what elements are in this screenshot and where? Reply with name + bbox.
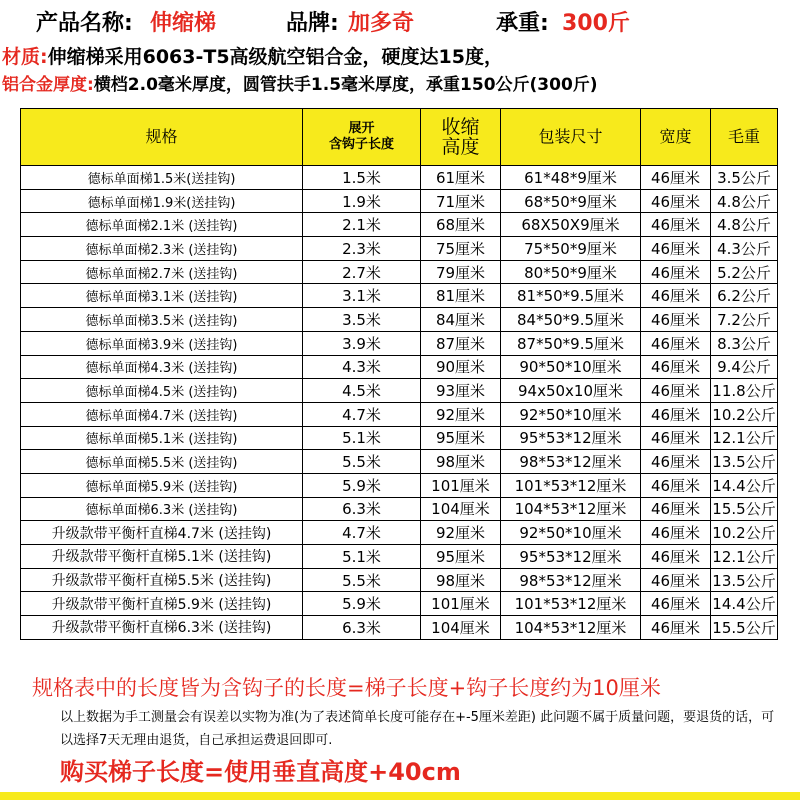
col-closed-line1: 收缩: [441, 116, 480, 138]
cell-name: 升级款带平衡杆直梯4.7米 (送挂钩): [21, 521, 303, 545]
cell-open: 6.3米: [303, 497, 421, 521]
cell-open: 5.9米: [303, 592, 421, 616]
cell-weight: 15.5公斤: [711, 616, 778, 640]
cell-weight: 3.5公斤: [711, 166, 778, 190]
cell-open: 2.3米: [303, 237, 421, 261]
col-package: 包装尺寸: [501, 109, 641, 166]
cell-width: 46厘米: [641, 213, 711, 237]
cell-open: 4.7米: [303, 521, 421, 545]
col-open-length-line1: 展开: [348, 121, 375, 136]
cell-open: 5.1米: [303, 426, 421, 450]
table-row: [21, 166, 778, 190]
length-note: 规格表中的长度皆为含钩子的长度=梯子长度+钩子长度约为10厘米: [32, 676, 661, 700]
cell-width: 46厘米: [641, 402, 711, 426]
cell-weight: 4.8公斤: [711, 189, 778, 213]
cell-width: 46厘米: [641, 592, 711, 616]
cell-closed: 75厘米: [421, 237, 501, 261]
table-row: [21, 237, 778, 261]
col-weight: 毛重: [711, 109, 778, 166]
cell-package: 68X50X9厘米: [501, 213, 641, 237]
col-closed-line2: 高度: [441, 136, 480, 158]
cell-open: 1.5米: [303, 166, 421, 190]
table-header-row: [21, 109, 778, 166]
cell-name: 德标单面梯4.3米 (送挂钩): [21, 355, 303, 379]
cell-open: 4.5米: [303, 379, 421, 403]
cell-open: 2.7米: [303, 260, 421, 284]
table-row: [21, 616, 778, 640]
cell-name: 德标单面梯5.9米 (送挂钩): [21, 473, 303, 497]
cell-name: 德标单面梯2.1米 (送挂钩): [21, 213, 303, 237]
cell-name: 德标单面梯6.3米 (送挂钩): [21, 497, 303, 521]
cell-width: 46厘米: [641, 237, 711, 261]
table-row: [21, 213, 778, 237]
cell-open: 3.5米: [303, 308, 421, 332]
cell-closed: 61厘米: [421, 166, 501, 190]
cell-weight: 5.2公斤: [711, 260, 778, 284]
cell-weight: 12.1公斤: [711, 426, 778, 450]
cell-closed: 68厘米: [421, 213, 501, 237]
table-row: [21, 497, 778, 521]
cell-width: 46厘米: [641, 308, 711, 332]
cell-width: 46厘米: [641, 473, 711, 497]
cell-name: 升级款带平衡杆直梯6.3米 (送挂钩): [21, 616, 303, 640]
table-row: [21, 473, 778, 497]
table-row: [21, 545, 778, 569]
cell-weight: 9.4公斤: [711, 355, 778, 379]
cell-width: 46厘米: [641, 450, 711, 474]
cell-open: 4.7米: [303, 402, 421, 426]
cell-closed: 101厘米: [421, 473, 501, 497]
cell-closed: 104厘米: [421, 616, 501, 640]
table-row: [21, 284, 778, 308]
brand-value: 加多奇: [348, 11, 415, 36]
cell-name: 德标单面梯3.5米 (送挂钩): [21, 308, 303, 332]
cell-package: 68*50*9厘米: [501, 189, 641, 213]
cell-name: 德标单面梯3.1米 (送挂钩): [21, 284, 303, 308]
thickness-line: [2, 70, 598, 95]
load-label: 承重:: [496, 11, 549, 36]
table-row: [21, 355, 778, 379]
cell-weight: 13.5公斤: [711, 568, 778, 592]
cell-width: 46厘米: [641, 379, 711, 403]
cell-closed: 92厘米: [421, 402, 501, 426]
cell-package: 94x50x10厘米: [501, 379, 641, 403]
cell-width: 46厘米: [641, 545, 711, 569]
cell-width: 46厘米: [641, 426, 711, 450]
cell-package: 101*53*12厘米: [501, 473, 641, 497]
cell-open: 6.3米: [303, 616, 421, 640]
cell-package: 104*53*12厘米: [501, 497, 641, 521]
cell-weight: 14.4公斤: [711, 592, 778, 616]
cell-open: 3.9米: [303, 331, 421, 355]
cell-width: 46厘米: [641, 331, 711, 355]
cell-width: 46厘米: [641, 189, 711, 213]
cell-package: 95*53*12厘米: [501, 426, 641, 450]
cell-closed: 95厘米: [421, 545, 501, 569]
cell-open: 5.5米: [303, 568, 421, 592]
cell-weight: 6.2公斤: [711, 284, 778, 308]
table-row: [21, 308, 778, 332]
cell-weight: 12.1公斤: [711, 545, 778, 569]
cell-width: 46厘米: [641, 166, 711, 190]
cell-weight: 13.5公斤: [711, 450, 778, 474]
cell-name: 德标单面梯5.5米 (送挂钩): [21, 450, 303, 474]
table-row: [21, 450, 778, 474]
material-label: 材质:: [2, 46, 48, 68]
cell-name: 德标单面梯1.5米(送挂钩): [21, 166, 303, 190]
table-row: [21, 568, 778, 592]
thickness-text: 横档2.0毫米厚度，圆管扶手1.5毫米厚度，承重150公斤(300斤): [93, 75, 598, 95]
bottom-accent-bar: [0, 792, 800, 800]
cell-closed: 81厘米: [421, 284, 501, 308]
material-text: 伸缩梯采用6063-T5高级航空铝合金，硬度达15度，: [47, 46, 503, 68]
buy-rule-note: 购买梯子长度=使用垂直高度+40cm: [60, 758, 461, 786]
product-name-value: 伸缩梯: [150, 11, 217, 36]
cell-width: 46厘米: [641, 260, 711, 284]
cell-name: 升级款带平衡杆直梯5.1米 (送挂钩): [21, 545, 303, 569]
cell-package: 75*50*9厘米: [501, 237, 641, 261]
table-row: [21, 426, 778, 450]
cell-weight: 14.4公斤: [711, 473, 778, 497]
cell-open: 5.9米: [303, 473, 421, 497]
cell-name: 德标单面梯1.9米(送挂钩): [21, 189, 303, 213]
cell-weight: 7.2公斤: [711, 308, 778, 332]
cell-package: 80*50*9厘米: [501, 260, 641, 284]
cell-name: 升级款带平衡杆直梯5.5米 (送挂钩): [21, 568, 303, 592]
cell-name: 德标单面梯4.7米 (送挂钩): [21, 402, 303, 426]
cell-package: 98*53*12厘米: [501, 450, 641, 474]
cell-package: 98*53*12厘米: [501, 568, 641, 592]
cell-weight: 11.8公斤: [711, 379, 778, 403]
cell-closed: 79厘米: [421, 260, 501, 284]
product-header: [0, 0, 800, 40]
cell-name: 德标单面梯2.7米 (送挂钩): [21, 260, 303, 284]
cell-closed: 84厘米: [421, 308, 501, 332]
cell-name: 德标单面梯3.9米 (送挂钩): [21, 331, 303, 355]
cell-closed: 104厘米: [421, 497, 501, 521]
cell-name: 德标单面梯5.1米 (送挂钩): [21, 426, 303, 450]
cell-closed: 95厘米: [421, 426, 501, 450]
table-row: [21, 592, 778, 616]
brand-label: 品牌:: [286, 11, 339, 36]
cell-open: 3.1米: [303, 284, 421, 308]
cell-width: 46厘米: [641, 284, 711, 308]
col-closed-height: [421, 109, 501, 166]
cell-open: 1.9米: [303, 189, 421, 213]
cell-package: 95*53*12厘米: [501, 545, 641, 569]
cell-closed: 92厘米: [421, 521, 501, 545]
cell-closed: 87厘米: [421, 331, 501, 355]
spec-table: [20, 108, 778, 640]
cell-package: 87*50*9.5厘米: [501, 331, 641, 355]
table-row: [21, 260, 778, 284]
cell-width: 46厘米: [641, 355, 711, 379]
cell-name: 德标单面梯2.3米 (送挂钩): [21, 237, 303, 261]
cell-package: 90*50*10厘米: [501, 355, 641, 379]
col-width: 宽度: [641, 109, 711, 166]
cell-closed: 98厘米: [421, 568, 501, 592]
cell-weight: 4.3公斤: [711, 237, 778, 261]
cell-package: 61*48*9厘米: [501, 166, 641, 190]
col-open-length: [303, 109, 421, 166]
cell-closed: 101厘米: [421, 592, 501, 616]
cell-weight: 8.3公斤: [711, 331, 778, 355]
cell-name: 德标单面梯4.5米 (送挂钩): [21, 379, 303, 403]
cell-closed: 98厘米: [421, 450, 501, 474]
cell-weight: 10.2公斤: [711, 402, 778, 426]
cell-width: 46厘米: [641, 616, 711, 640]
cell-name: 升级款带平衡杆直梯5.9米 (送挂钩): [21, 592, 303, 616]
table-row: [21, 331, 778, 355]
disclaimer-note: 以上数据为手工测量会有误差以实物为准(为了表述简单长度可能存在+-5厘米差距) 此问题不属于质量问题，要退货的话，可以选择7天无理由退货，自己承担运费退回即可.: [60, 710, 775, 748]
product-name-label: 产品名称:: [36, 11, 133, 36]
cell-package: 104*53*12厘米: [501, 616, 641, 640]
cell-open: 4.3米: [303, 355, 421, 379]
col-open-length-line2: 含钩子长度: [328, 137, 394, 152]
cell-open: 5.1米: [303, 545, 421, 569]
cell-package: 101*53*12厘米: [501, 592, 641, 616]
cell-closed: 90厘米: [421, 355, 501, 379]
cell-weight: 10.2公斤: [711, 521, 778, 545]
cell-open: 2.1米: [303, 213, 421, 237]
cell-package: 92*50*10厘米: [501, 521, 641, 545]
table-row: [21, 402, 778, 426]
spec-table-body: [21, 166, 778, 640]
thickness-label: 铝合金厚度:: [2, 75, 94, 95]
cell-closed: 93厘米: [421, 379, 501, 403]
col-spec: 规格: [21, 109, 303, 166]
cell-weight: 15.5公斤: [711, 497, 778, 521]
cell-width: 46厘米: [641, 521, 711, 545]
table-row: [21, 379, 778, 403]
cell-package: 84*50*9.5厘米: [501, 308, 641, 332]
table-row: [21, 189, 778, 213]
cell-weight: 4.8公斤: [711, 213, 778, 237]
load-value: 300斤: [562, 11, 630, 36]
table-row: [21, 521, 778, 545]
cell-width: 46厘米: [641, 568, 711, 592]
cell-open: 5.5米: [303, 450, 421, 474]
cell-package: 81*50*9.5厘米: [501, 284, 641, 308]
cell-width: 46厘米: [641, 497, 711, 521]
cell-package: 92*50*10厘米: [501, 402, 641, 426]
cell-closed: 71厘米: [421, 189, 501, 213]
material-line: [2, 42, 503, 69]
